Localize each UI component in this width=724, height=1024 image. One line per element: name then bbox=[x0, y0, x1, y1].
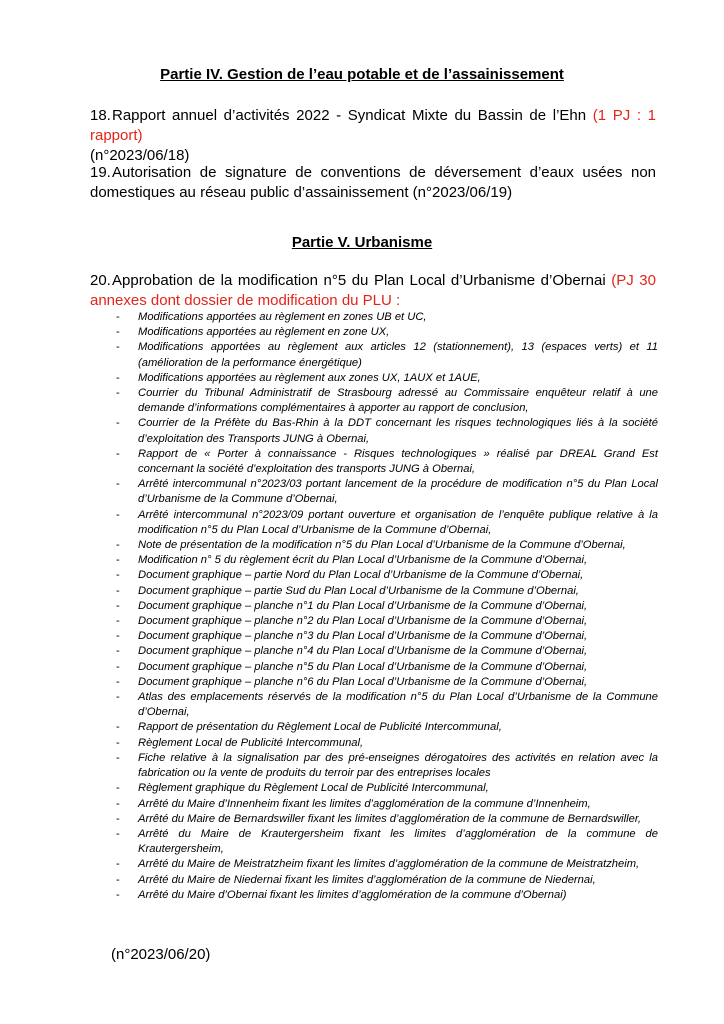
item-20-reference: (n°2023/06/20) bbox=[111, 946, 211, 963]
annex-text: Arrêté du Maire de Bernardswiller fixant les limites d’agglomération de la commune de Bernardswiller, bbox=[138, 812, 642, 825]
annex-text: Courrier de la Préfète du Bas-Rhin à la DDT concernant les risques technologiques liés à la société d’exploitation des Transports JUNG à Obernai, bbox=[138, 417, 658, 445]
item-text: Approbation de la modification n°5 du Plan Local d’Urbanisme d’Obernai bbox=[112, 272, 612, 289]
part-iv-heading: Partie IV. Gestion de l’eau potable et de l’assainissement bbox=[160, 66, 564, 83]
annex-item bbox=[116, 599, 658, 614]
annex-item bbox=[116, 644, 658, 659]
annex-text: Courrier du Tribunal Administratif de Strasbourg adressé au Commissaire enquêteur relatif à une demande d’informations complémentaires à apporter au rapport de conclusion, bbox=[138, 387, 658, 415]
annex-item bbox=[116, 386, 658, 416]
annex-item bbox=[116, 660, 658, 675]
annex-text: Arrêté intercommunal n°2023/03 portant lancement de la procédure de modification n°5 du Plan Local d’Urbanisme de la Commune d’Obernai, bbox=[138, 478, 658, 506]
annex-item bbox=[116, 538, 658, 553]
attachment-note: (PJ 30 annexes dont dossier de modification du PLU : bbox=[90, 272, 656, 309]
bullet-dash: - bbox=[116, 615, 120, 628]
bullet-dash: - bbox=[116, 888, 120, 901]
annex-text: Document graphique – planche n°2 du Plan Local d’Urbanisme de la Commune d’Obernai, bbox=[138, 615, 588, 628]
item-number: 18. bbox=[90, 107, 111, 124]
annex-text: Modifications apportées au règlement en zone UX, bbox=[138, 326, 390, 339]
annex-item bbox=[116, 371, 658, 386]
agenda-item-20 bbox=[90, 271, 656, 311]
bullet-dash: - bbox=[116, 736, 120, 749]
annex-text: Arrêté du Maire de Krautergersheim fixant les limites d’agglomération de la commune de Krautergersheim, bbox=[138, 827, 658, 856]
bullet-dash: - bbox=[116, 326, 120, 339]
annex-text: Arrêté du Maire d’Obernai fixant les limites d’agglomération de la commune d’Obernai) bbox=[138, 888, 567, 901]
bullet-dash: - bbox=[116, 311, 120, 323]
item-number: 20. bbox=[90, 272, 111, 289]
annex-item bbox=[116, 751, 658, 781]
annex-item bbox=[116, 584, 658, 599]
bullet-dash: - bbox=[116, 554, 120, 567]
annex-text: Document graphique – partie Sud du Plan Local d’Urbanisme de la Commune d’Obernai, bbox=[138, 584, 579, 597]
annex-item bbox=[116, 675, 658, 690]
annex-item bbox=[116, 629, 658, 644]
bullet-dash: - bbox=[116, 447, 120, 460]
bullet-dash: - bbox=[116, 387, 120, 400]
bullet-dash: - bbox=[116, 721, 120, 734]
annex-item bbox=[116, 310, 658, 325]
annex-item bbox=[116, 447, 658, 477]
bullet-dash: - bbox=[116, 478, 120, 491]
annex-item bbox=[116, 812, 658, 827]
annex-item bbox=[116, 568, 658, 583]
annex-item bbox=[116, 781, 658, 796]
annex-text: Arrêté du Maire de Niedernai fixant les limites d’agglomération de la commune de Niedernai, bbox=[138, 873, 596, 886]
annex-item bbox=[116, 340, 658, 370]
annex-text: Fiche relative à la signalisation par des pré-enseignes dérogatoires des activités en relation avec la fabrication ou la vente de produits du terroir par des entreprises locales bbox=[138, 751, 658, 780]
bullet-dash: - bbox=[116, 691, 120, 704]
annex-item bbox=[116, 797, 658, 812]
annex-item bbox=[116, 888, 658, 903]
annex-item bbox=[116, 416, 658, 446]
annex-text: Arrêté intercommunal n°2023/09 portant ouverture et organisation de l’enquête publique relative à la modification n°5 du Plan Local d’Urbanisme de la Commune d’Obernai, bbox=[138, 508, 658, 536]
annex-text: Modifications apportées au règlement en zones UB et UC, bbox=[138, 311, 427, 323]
bullet-dash: - bbox=[116, 630, 120, 643]
annex-text: Arrêté du Maire de Meistratzheim fixant les limites d’agglomération de la commune de Meistratzheim, bbox=[138, 858, 640, 871]
annex-item bbox=[116, 720, 658, 735]
annex-item bbox=[116, 873, 658, 888]
annex-text: Document graphique – planche n°1 du Plan Local d’Urbanisme de la Commune d’Obernai, bbox=[138, 599, 588, 612]
annex-text: Document graphique – planche n°3 du Plan Local d’Urbanisme de la Commune d’Obernai, bbox=[138, 630, 588, 643]
bullet-dash: - bbox=[116, 782, 120, 795]
annex-text: Modifications apportées au règlement aux zones UX, 1AUX et 1AUE, bbox=[138, 371, 481, 384]
annex-text: Arrêté du Maire d’Innenheim fixant les limites d’agglomération de la commune d’Innenheim, bbox=[138, 797, 591, 810]
annex-item bbox=[116, 553, 658, 568]
bullet-dash: - bbox=[116, 797, 120, 810]
annex-item bbox=[116, 857, 658, 872]
annex-item bbox=[116, 614, 658, 629]
annex-text: Document graphique – planche n°4 du Plan Local d’Urbanisme de la Commune d’Obernai, bbox=[138, 645, 588, 658]
annex-text: Modification n° 5 du règlement écrit du Plan Local d’Urbanisme de la Commune d’Obernai, bbox=[138, 554, 588, 567]
part-v-heading: Partie V. Urbanisme bbox=[291, 234, 433, 251]
bullet-dash: - bbox=[116, 812, 120, 825]
bullet-dash: - bbox=[116, 858, 120, 871]
bullet-dash: - bbox=[116, 660, 120, 673]
annex-text: Atlas des emplacements réservés de la modification n°5 du Plan Local d’Urbanisme de la Commune d’Obernai, bbox=[138, 691, 658, 719]
bullet-dash: - bbox=[116, 584, 120, 597]
annex-item bbox=[116, 477, 658, 507]
item-reference: (n°2023/06/18) bbox=[90, 147, 190, 164]
annex-list bbox=[116, 310, 658, 903]
bullet-dash: - bbox=[116, 827, 120, 840]
annex-text: Modifications apportées au règlement aux articles 12 (stationnement), 13 (espaces verts) et 11 (amélioration de la performance énergétique) bbox=[138, 341, 658, 369]
bullet-dash: - bbox=[116, 371, 120, 384]
annex-item bbox=[116, 325, 658, 340]
bullet-dash: - bbox=[116, 751, 120, 764]
annex-item bbox=[116, 690, 658, 720]
annex-item bbox=[116, 736, 658, 751]
bullet-dash: - bbox=[116, 539, 120, 552]
bullet-dash: - bbox=[116, 508, 120, 521]
bullet-dash: - bbox=[116, 417, 120, 430]
attachment-note: (1 PJ : 1 rapport) bbox=[90, 107, 656, 144]
annex-item bbox=[116, 508, 658, 538]
item-text: Rapport annuel d’activités 2022 - Syndicat Mixte du Bassin de l’Ehn bbox=[112, 107, 593, 124]
bullet-dash: - bbox=[116, 569, 120, 582]
annex-item bbox=[116, 827, 658, 857]
bullet-dash: - bbox=[116, 341, 120, 354]
item-number: 19. bbox=[90, 164, 111, 181]
annex-text: Règlement Local de Publicité Intercommunal, bbox=[138, 736, 364, 749]
annex-text: Règlement graphique du Règlement Local de Publicité Intercommunal, bbox=[138, 782, 489, 795]
bullet-dash: - bbox=[116, 675, 120, 688]
item-text: Autorisation de signature de conventions de déversement d’eaux usées non domestiques au réseau public d’assainissement (n°2023/06/19) bbox=[90, 164, 656, 201]
bullet-dash: - bbox=[116, 645, 120, 658]
agenda-item-18 bbox=[90, 106, 656, 166]
bullet-dash: - bbox=[116, 599, 120, 612]
annex-text: Document graphique – partie Nord du Plan Local d’Urbanisme de la Commune d’Obernai, bbox=[138, 569, 584, 582]
annex-text: Document graphique – planche n°5 du Plan Local d’Urbanisme de la Commune d’Obernai, bbox=[138, 660, 588, 673]
annex-text: Document graphique – planche n°6 du Plan Local d’Urbanisme de la Commune d’Obernai, bbox=[138, 675, 588, 688]
annex-text: Rapport de présentation du Règlement Local de Publicité Intercommunal, bbox=[138, 721, 502, 734]
bullet-dash: - bbox=[116, 873, 120, 886]
agenda-item-19 bbox=[90, 163, 656, 203]
annex-text: Note de présentation de la modification n°5 du Plan Local d’Urbanisme de la Commune d’Obernai, bbox=[138, 539, 626, 552]
annex-text: Rapport de « Porter à connaissance - Risques technologiques » réalisé par DREAL Grand Est concernant la société d’exploitation des transports JUNG à Obernai, bbox=[138, 447, 658, 476]
